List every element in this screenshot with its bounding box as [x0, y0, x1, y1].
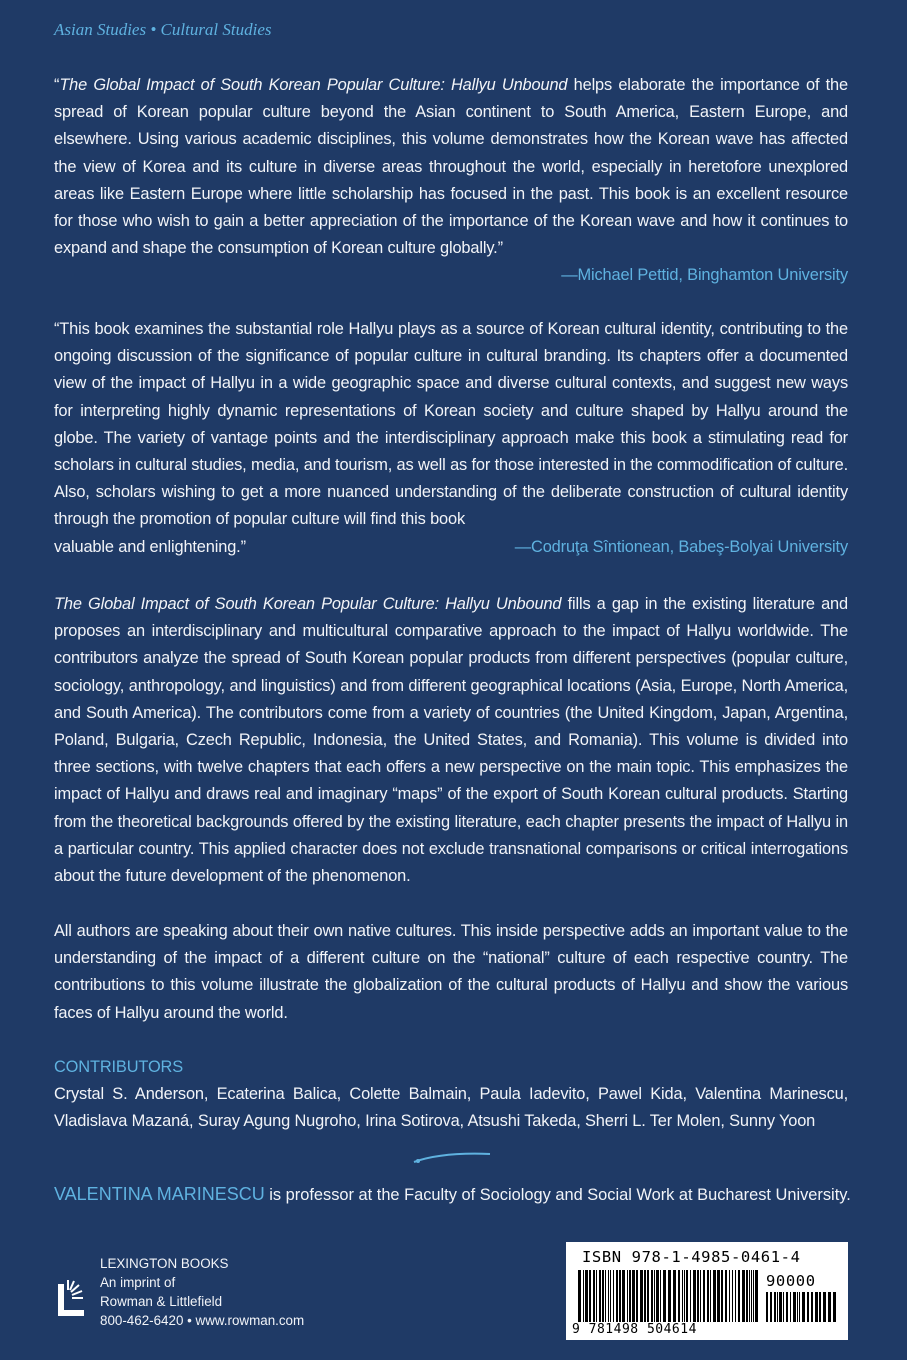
- price-code: 90000: [766, 1272, 816, 1290]
- swoosh-ornament: [412, 1148, 492, 1168]
- book-title: The Global Impact of South Korean Popular Culture: Hallyu Unbound: [59, 76, 568, 94]
- contributors-list: Crystal S. Anderson, Ecaterina Balica, Colette Balmain, Paula Iadevito, Pawel Kida, Valentina Marinescu, Vladislava Mazaná, Suray Agung Nugroho, Irina Sotirova, Atsushi Takeda, Sherri L. Ter Molen, Sunny Yoon: [54, 1085, 848, 1131]
- review-2-text: “This book examines the substantial role Hallyu plays as a source of Korean cultural identity, contributing to the ongoing discussion of the significance of popular culture in cultural branding. Its chapters offer a documented view of the impact of Hallyu in a wide geographic space and diverse cultural contexts, and suggest new ways for interpreting highly dynamic representations of Korean society and culture shaped by Hallyu around the globe. The variety of vantage points and the interdisciplinary approach make this book a stimulating read for scholars in cultural studies, media, and tourism, as well as for those interested in the commodification of culture. Also, scholars wishing to get a more nuanced understanding of the deliberate construction of cultural identity through the promotion of popular culture will find this book: [54, 320, 848, 529]
- ean-digits: 9 781498 504614: [572, 1322, 697, 1337]
- contributors: [54, 1054, 848, 1136]
- publisher-parent: Rowman & Littlefield: [100, 1294, 223, 1309]
- publisher-imprint: An imprint of: [100, 1275, 176, 1290]
- isbn-label: ISBN 978-1-4985-0461-4: [582, 1248, 801, 1266]
- barcode: [566, 1242, 848, 1340]
- category-label: Asian Studies • Cultural Studies: [54, 20, 272, 39]
- review-1: [54, 72, 848, 290]
- review-1-attribution: —Michael Pettid, Binghamton University: [561, 266, 848, 285]
- book-title: The Global Impact of South Korean Popular Culture: Hallyu Unbound: [54, 595, 562, 613]
- description-text: The Global Impact of South Korean Popular Culture: Hallyu Unbound fills a gap in the existing literature and proposes an interdisciplinary and multicultural comparative approach to the impact of Hallyu worldwide. The contributors analyze the spread of South Korean popular products from different perspectives (popular culture, sociology, anthropology, and linguistics) and from different geographical locations (Asia, Europe, North America, and South America). The contributors come from a variety of countries (the United Kingdom, Japan, Argentina, Poland, Bulgaria, Czech Republic, Indonesia, the United States, and Romania). This volume is divided into three sections, with twelve chapters that each offers a new perspective on the main topic. This emphasizes the impact of Hallyu and draws real and imaginary “maps” of the export of South Korean cultural products. Starting from the theoretical backgrounds offered by the existing literature, each chapter presents the impact of Hallyu in a particular country. This applied character does not exclude transnational comparisons or critical interrogations about the future development of the phenomenon.: [54, 595, 848, 886]
- review-2-attribution: —Codruţa Sîntionean, Babeş-Bolyai University: [514, 537, 848, 556]
- publisher-info: [100, 1254, 400, 1330]
- book-description: [54, 591, 848, 890]
- author-name: VALENTINA MARINESCU: [54, 1184, 265, 1204]
- author-bio-text: is professor at the Faculty of Sociology and Social Work at Bucharest University.: [264, 1186, 851, 1204]
- publisher-contact: 800-462-6420 • www.rowman.com: [100, 1313, 305, 1328]
- authors-note-text: All authors are speaking about their own native cultures. This inside perspective adds an important value to the understanding of the impact of a different culture on the “national” culture of each respective country. The contributions to this volume illustrate the globalization of the cultural products of Hallyu and show the various faces of Hallyu around the world.: [54, 922, 848, 1022]
- addon-barcode: [764, 1292, 838, 1322]
- review-1-text: “The Global Impact of South Korean Popular Culture: Hallyu Unbound helps elaborate the importance of the spread of Korean popular culture beyond the Asian continent to South America, Eastern Europe, and elsewhere. Using various academic disciplines, this volume demonstrates how the Korean wave has affected the view of Korea and its culture in diverse areas throughout the world, especially in heretofore unexplored areas like Eastern Europe where little scholarship has focused in the past. This book is an excellent resource for those who wish to gain a better appreciation of the importance of the Korean wave and how it continues to expand and shape the consumption of Korean culture globally.”: [54, 76, 848, 258]
- authors-note: [54, 918, 848, 1027]
- author-bio: [54, 1184, 851, 1205]
- contributors-heading: CONTRIBUTORS: [54, 1058, 184, 1076]
- review-2-last-line: valuable and enlightening.” —Codruţa Sîntionean, Babeş-Bolyai University: [54, 534, 848, 561]
- ean-barcode: [576, 1270, 762, 1322]
- lexington-logo-icon: [54, 1270, 90, 1318]
- review-2: [54, 316, 848, 561]
- publisher-name: LEXINGTON BOOKS: [100, 1256, 229, 1271]
